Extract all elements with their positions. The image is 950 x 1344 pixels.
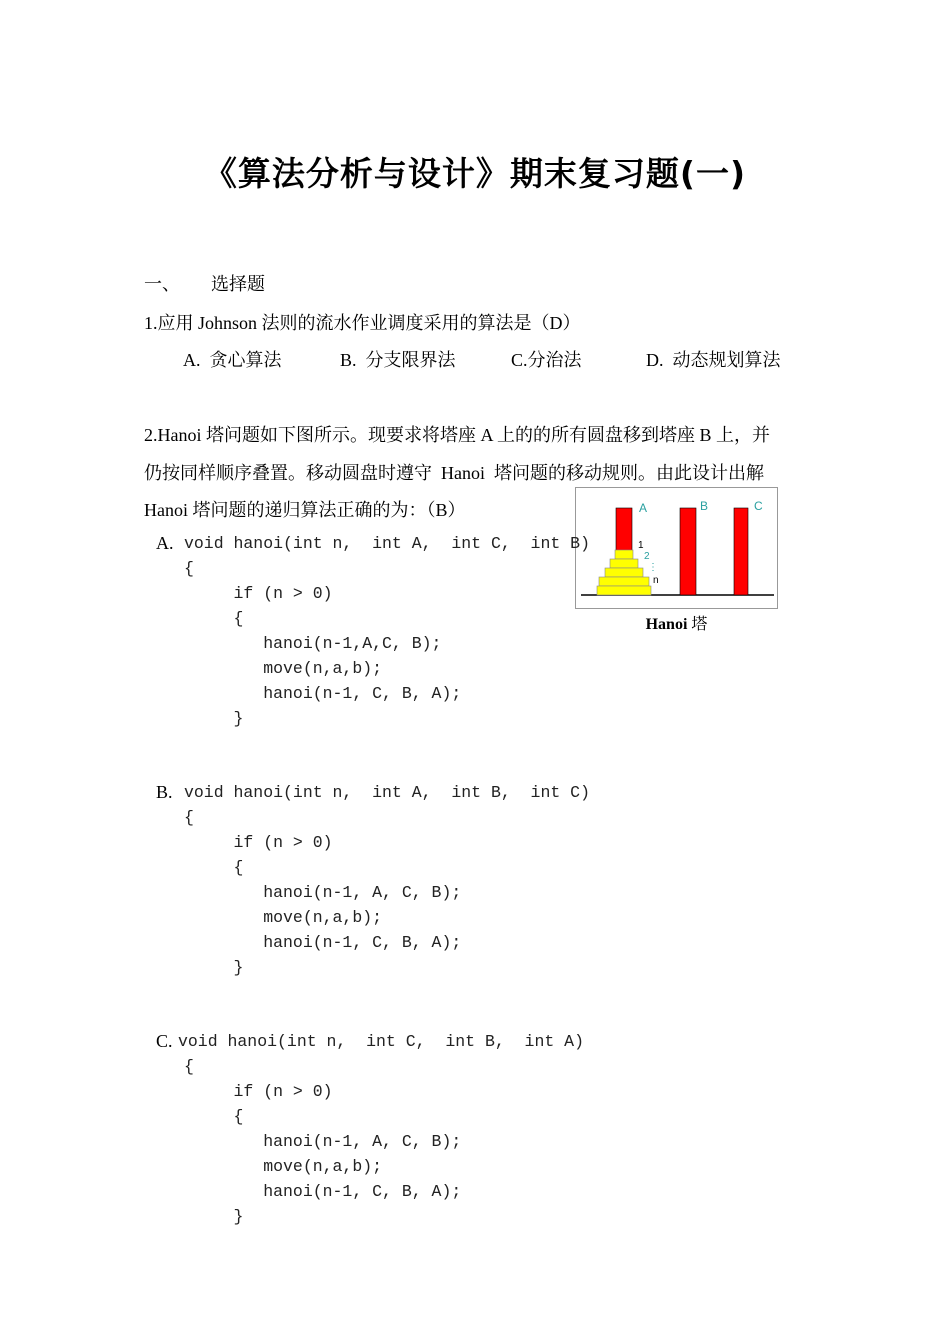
question-1-stem: 1.应用 Johnson 法则的流水作业调度采用的算法是（D） [144, 313, 581, 333]
option-a-line-2: { [184, 559, 194, 578]
option-b-line-7: hanoi(n-1, C, B, A); [184, 933, 462, 952]
figure-caption: Hanoi 塔 [645, 616, 708, 633]
option-c-line-8: } [184, 1207, 244, 1226]
section-heading: 选择题 [211, 274, 265, 294]
option-b-line-2: { [184, 808, 194, 827]
option-c-line-3: if (n > 0) [184, 1082, 333, 1101]
question-2-stem-line-3: Hanoi 塔问题的递归算法正确的为：（B） [144, 500, 466, 520]
question-1-option-a: A. 贪心算法 [183, 350, 282, 370]
disk-2 [610, 559, 638, 568]
disk-3 [605, 568, 643, 577]
question-1-option-c: C.分治法 [511, 350, 582, 370]
peg-b [680, 508, 696, 595]
disk-number-1: 1 [638, 540, 644, 551]
option-c-line-4: { [184, 1107, 244, 1126]
peg-label-c: C [754, 499, 763, 513]
section-number: 一、 [144, 274, 180, 294]
option-a-line-8: } [184, 709, 244, 728]
option-a-line-3: if (n > 0) [184, 584, 333, 603]
document-title: 《算法分析与设计》期末复习题(一) [203, 154, 747, 193]
hanoi-figure [575, 487, 778, 609]
disk-number-dots: ⋮ [648, 562, 658, 573]
option-c-line-1: void hanoi(int n, int C, int B, int A) [178, 1032, 584, 1051]
disk-4 [599, 577, 649, 586]
question-2-stem-line-1: 2.Hanoi 塔问题如下图所示。现要求将塔座 A 上的的所有圆盘移到塔座 B 上，并 [144, 425, 770, 445]
peg-c [734, 508, 748, 595]
peg-label-a: A [639, 501, 648, 515]
option-c-line-2: { [184, 1057, 194, 1076]
option-b-letter: B. [156, 782, 173, 802]
option-c-line-6: move(n,a,b); [184, 1157, 383, 1176]
peg-label-b: B [700, 499, 709, 513]
disk-5 [597, 586, 651, 595]
option-c-line-7: hanoi(n-1, C, B, A); [184, 1182, 462, 1201]
option-b-line-1: void hanoi(int n, int A, int B, int C) [184, 783, 590, 802]
option-a-letter: A. [156, 533, 174, 553]
option-a-line-7: hanoi(n-1, C, B, A); [184, 684, 462, 703]
option-b-line-5: hanoi(n-1, A, C, B); [184, 883, 462, 902]
option-b-line-6: move(n,a,b); [184, 908, 383, 927]
option-c-line-5: hanoi(n-1, A, C, B); [184, 1132, 462, 1151]
question-1-option-d: D. 动态规划算法 [646, 350, 781, 370]
disk-1 [615, 550, 633, 559]
hanoi-diagram [576, 488, 777, 608]
option-b-line-3: if (n > 0) [184, 833, 333, 852]
option-a-line-6: move(n,a,b); [184, 659, 383, 678]
question-1-option-b: B. 分支限界法 [340, 350, 456, 370]
option-a-line-1: void hanoi(int n, int A, int C, int B) [184, 534, 590, 553]
option-b-line-4: { [184, 858, 244, 877]
question-2-stem-line-2: 仍按同样顺序叠置。移动圆盘时遵守 Hanoi 塔问题的移动规则。由此设计出解 [144, 463, 764, 483]
disk-number-n: n [653, 575, 659, 586]
option-a-line-4: { [184, 609, 244, 628]
disk-number-2: 2 [644, 551, 650, 562]
option-a-line-5: hanoi(n-1,A,C, B); [184, 634, 442, 653]
option-c-letter: C. [156, 1031, 173, 1051]
option-b-line-8: } [184, 958, 244, 977]
